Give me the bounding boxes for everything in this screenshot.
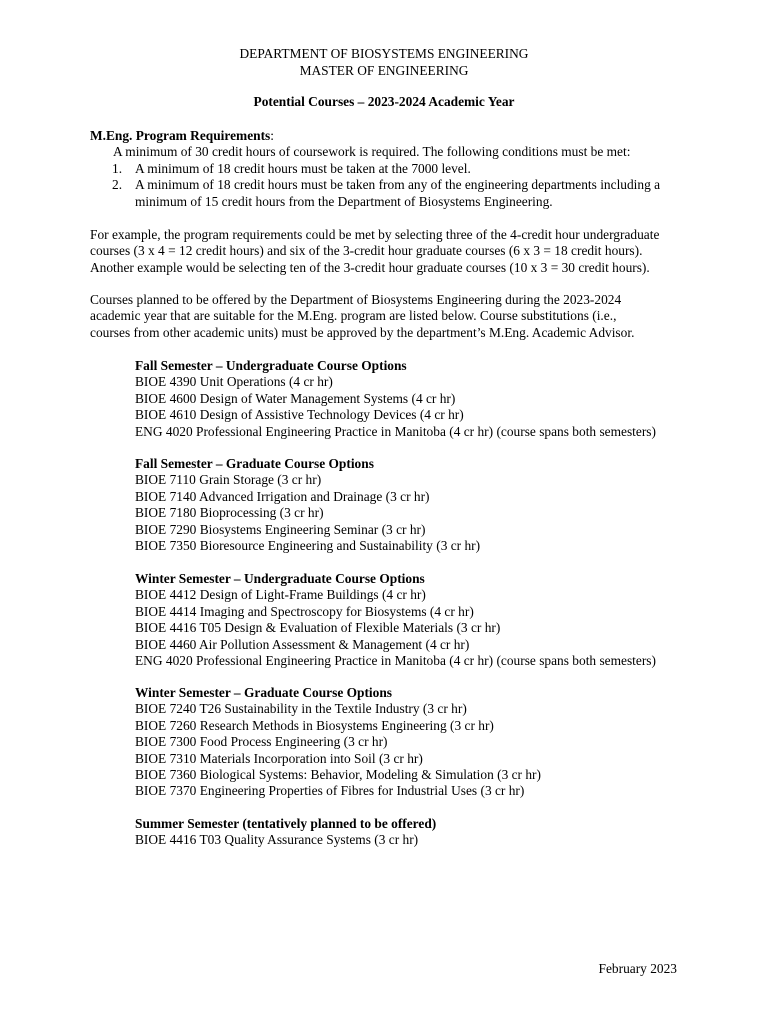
- course-item: BIOE 7310 Materials Incorporation into Soil (3 cr hr): [135, 750, 423, 766]
- course-item: BIOE 7140 Advanced Irrigation and Drainage (3 cr hr): [135, 488, 430, 504]
- course-item: BIOE 4460 Air Pollution Assessment & Management (4 cr hr): [135, 636, 470, 652]
- program-requirements: [90, 128, 690, 210]
- document-header: [0, 46, 768, 80]
- course-item: BIOE 7240 T26 Sustainability in the Textile Industry (3 cr hr): [135, 701, 467, 717]
- courses-paragraph: [90, 292, 690, 341]
- course-item: BIOE 7180 Bioprocessing (3 cr hr): [135, 505, 324, 521]
- paragraph-line: For example, the program requirements could be met by selecting three of the 4-credit hour undergraduate: [90, 227, 660, 242]
- requirement-item: [90, 177, 690, 210]
- course-item: BIOE 7260 Research Methods in Biosystems Engineering (3 cr hr): [135, 717, 494, 733]
- requirements-heading-text: M.Eng. Program Requirements: [90, 128, 271, 143]
- requirements-list: [90, 161, 690, 210]
- footer-date: February 2023: [598, 961, 677, 976]
- section-title: Fall Semester – Graduate Course Options: [135, 456, 374, 471]
- course-item: BIOE 4600 Design of Water Management Systems (4 cr hr): [135, 390, 456, 406]
- course-item: BIOE 7110 Grain Storage (3 cr hr): [135, 472, 322, 488]
- paragraph-line: courses from other academic units) must be approved by the department’s M.Eng. Academic Advisor.: [90, 324, 635, 340]
- fall-graduate-section: [135, 456, 715, 554]
- course-item: ENG 4020 Professional Engineering Practice in Manitoba (4 cr hr) (course spans both semesters): [135, 653, 656, 669]
- department-title: DEPARTMENT OF BIOSYSTEMS ENGINEERING: [239, 46, 529, 61]
- section-title: Winter Semester – Undergraduate Course Options: [135, 571, 425, 586]
- requirements-intro: A minimum of 30 credit hours of coursework is required. The following conditions must be met:: [113, 144, 631, 160]
- course-item: BIOE 4412 Design of Light-Frame Buildings (4 cr hr): [135, 587, 426, 603]
- course-item: BIOE 7370 Engineering Properties of Fibres for Industrial Uses (3 cr hr): [135, 783, 525, 799]
- requirement-number: 2.: [112, 177, 123, 193]
- course-item: BIOE 7360 Biological Systems: Behavior, Modeling & Simulation (3 cr hr): [135, 767, 541, 783]
- requirements-heading: [90, 128, 690, 144]
- course-item: BIOE 7290 Biosystems Engineering Seminar (3 cr hr): [135, 521, 426, 537]
- course-item: ENG 4020 Professional Engineering Practice in Manitoba (4 cr hr) (course spans both semesters): [135, 423, 656, 439]
- document-subtitle: Potential Courses – 2023-2024 Academic Year: [253, 94, 515, 109]
- requirement-number: 1.: [112, 160, 123, 176]
- course-item: BIOE 4610 Design of Assistive Technology Devices (4 cr hr): [135, 407, 464, 423]
- requirement-text-continued: minimum of 15 credit hours from the Department of Biosystems Engineering.: [135, 193, 553, 209]
- course-item: BIOE 4390 Unit Operations (4 cr hr): [135, 374, 333, 390]
- winter-undergraduate-section: [135, 571, 715, 669]
- paragraph-line: Another example would be selecting ten of the 3-credit hour graduate courses (10 x 3 = 30 credit hours).: [90, 259, 650, 275]
- paragraph-line: Courses planned to be offered by the Department of Biosystems Engineering during the 2023-2024: [90, 292, 622, 307]
- winter-graduate-section: [135, 685, 715, 800]
- course-item: BIOE 4414 Imaging and Spectroscopy for Biosystems (4 cr hr): [135, 603, 474, 619]
- requirements-heading-colon: :: [270, 128, 274, 143]
- requirement-item: [90, 161, 690, 177]
- section-title: Summer Semester (tentatively planned to be offered): [135, 816, 437, 831]
- fall-undergraduate-section: [135, 358, 715, 440]
- example-paragraph: [90, 227, 690, 276]
- course-item: BIOE 7300 Food Process Engineering (3 cr hr): [135, 734, 388, 750]
- section-title: Fall Semester – Undergraduate Course Options: [135, 358, 407, 373]
- course-item: BIOE 4416 T05 Design & Evaluation of Flexible Materials (3 cr hr): [135, 620, 501, 636]
- section-title: Winter Semester – Graduate Course Options: [135, 685, 393, 700]
- paragraph-line: academic year that are suitable for the M.Eng. program are listed below. Course substitutions (i.e.,: [90, 308, 617, 324]
- course-item: BIOE 4416 T03 Quality Assurance Systems (3 cr hr): [135, 832, 419, 848]
- requirement-text: A minimum of 18 credit hours must be taken at the 7000 level.: [135, 160, 471, 176]
- program-title: MASTER OF ENGINEERING: [299, 63, 469, 78]
- paragraph-line: courses (3 x 4 = 12 credit hours) and six of the 3-credit hour graduate courses (6 x 3 = 18 credit hours).: [90, 243, 643, 259]
- summer-section: [135, 816, 715, 849]
- course-item: BIOE 7350 Bioresource Engineering and Sustainability (3 cr hr): [135, 538, 481, 554]
- requirement-text: A minimum of 18 credit hours must be taken from any of the engineering departments including a: [135, 177, 661, 193]
